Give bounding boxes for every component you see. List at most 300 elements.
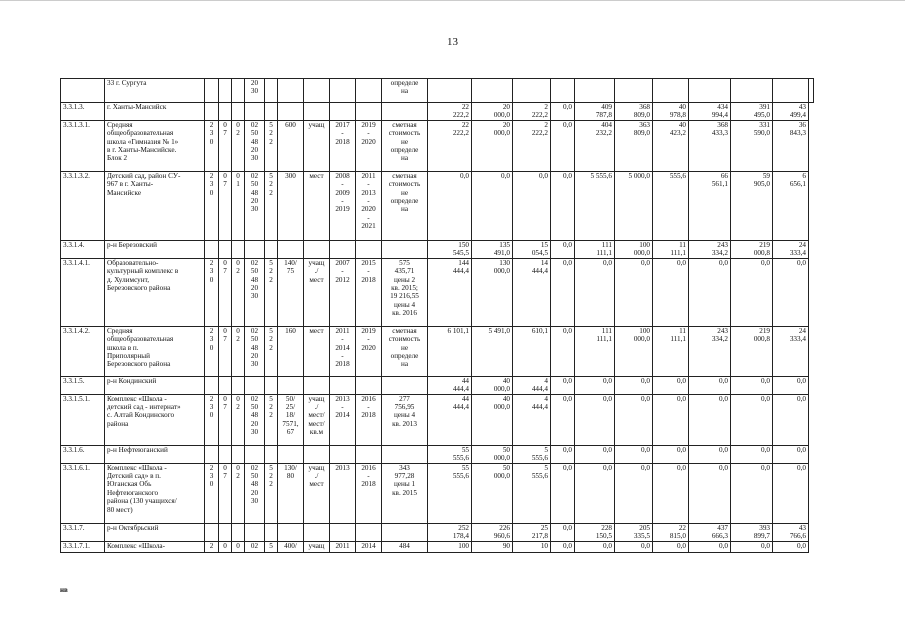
table-cell — [219, 103, 232, 121]
table-cell: 391 495,0 — [731, 103, 773, 121]
table-cell: 0,0 — [551, 376, 575, 394]
table-cell: 0,0 — [773, 376, 809, 394]
table-cell: 2 3 0 — [205, 394, 219, 445]
table-cell: 0,0 — [653, 258, 689, 326]
table-cell: 130/ 80 — [278, 463, 304, 523]
table-cell: 02 50 48 20 30 — [245, 120, 265, 171]
table-row — [61, 376, 814, 394]
table-cell: 555,6 — [653, 171, 689, 240]
table-cell: 0,0 — [472, 171, 513, 240]
table-cell: 0,0 — [731, 463, 773, 523]
table-cell — [551, 79, 575, 103]
table-cell — [356, 445, 382, 463]
table-cell: 343 977,28 цены 1 кв. 2015 — [382, 463, 428, 523]
table-cell — [219, 240, 232, 258]
table-cell — [232, 523, 245, 541]
table-cell — [356, 240, 382, 258]
table-cell: 2015 - 2018 — [356, 258, 382, 326]
table-cell: 59 905,0 — [731, 171, 773, 240]
table-cell: 0,0 — [653, 394, 689, 445]
table-cell: 0,0 — [575, 541, 615, 552]
table-cell: 111 111,1 — [575, 240, 615, 258]
table-cell: 0,0 — [773, 445, 809, 463]
table-cell: 2 222,2 — [513, 120, 551, 171]
table-cell: 2019 - 2020 — [356, 120, 382, 171]
table-cell — [232, 376, 245, 394]
table-cell: 02 50 48 20 30 — [245, 258, 265, 326]
table-cell — [278, 103, 304, 121]
table-cell — [304, 79, 330, 103]
object-name-cell: г. Ханты-Мансийск — [105, 103, 205, 121]
table-cell: 2 3 0 — [205, 171, 219, 240]
table-cell: 0,0 — [513, 171, 551, 240]
table-cell: 02 50 48 20 30 — [245, 463, 265, 523]
table-cell: 36 843,3 — [773, 120, 809, 171]
table-cell: 44 444,4 — [428, 394, 472, 445]
row-code-cell: 3.3.1.7.1. — [61, 541, 105, 552]
table-cell — [265, 376, 278, 394]
table-cell — [219, 376, 232, 394]
table-cell: 219 000,8 — [731, 240, 773, 258]
table-cell — [356, 103, 382, 121]
table-cell: определе на — [382, 79, 428, 103]
table-cell — [245, 376, 265, 394]
table-cell: 393 899,7 — [731, 523, 773, 541]
table-row — [61, 171, 814, 240]
table-cell — [205, 523, 219, 541]
table-cell: 144 444,4 — [428, 258, 472, 326]
table-cell: мест — [304, 171, 330, 240]
table-cell: 0,0 — [551, 103, 575, 121]
row-code-cell: 3.3.1.7. — [61, 523, 105, 541]
table-cell: 0,0 — [773, 463, 809, 523]
table-cell: 0,0 — [615, 394, 653, 445]
table-cell: 0,0 — [551, 541, 575, 552]
table-cell: 0,0 — [773, 541, 809, 552]
table-cell — [382, 523, 428, 541]
table-cell: 0,0 — [615, 376, 653, 394]
row-code-cell: 3.3.1.6.1. — [61, 463, 105, 523]
table-cell: 2 3 0 — [205, 326, 219, 376]
row-code-cell: 3.3.1.3. — [61, 103, 105, 121]
table-cell: 0,0 — [551, 171, 575, 240]
object-name-cell: р-н Октябрьский — [105, 523, 205, 541]
table-cell: 2 3 0 — [205, 463, 219, 523]
table-cell: 5 2 2 — [265, 394, 278, 445]
table-cell: 43 766,6 — [773, 523, 809, 541]
table-cell — [382, 103, 428, 121]
object-name-cell: Комплекс «Школа - Детский сад» в п. Юганская Обь Нефтеюганского района (130 учащихся/ 80 мест) — [105, 463, 205, 523]
table-cell — [265, 79, 278, 103]
table-cell: 40 000,0 — [472, 394, 513, 445]
table-cell: 368 433,3 — [689, 120, 731, 171]
table-cell: 02 50 48 20 30 — [245, 171, 265, 240]
row-code-cell — [61, 79, 105, 103]
table-cell: 24 333,4 — [773, 326, 809, 376]
table-cell: 0 7 — [219, 394, 232, 445]
table-cell — [731, 79, 773, 103]
table-cell — [205, 240, 219, 258]
table-cell: 15 054,5 — [513, 240, 551, 258]
table-cell: 50/ 25/ 18/ 7571, 67 — [278, 394, 304, 445]
row-code-cell: 3.3.1.4.1. — [61, 258, 105, 326]
table-cell: 2014 — [356, 541, 382, 552]
table-cell: 277 756,95 цены 4 кв. 2013 — [382, 394, 428, 445]
table-cell: 0,0 — [575, 394, 615, 445]
table-cell — [689, 79, 731, 103]
table-cell: 02 50 48 20 30 — [245, 394, 265, 445]
table-cell — [773, 79, 809, 103]
table-cell: 0 7 — [219, 463, 232, 523]
table-cell — [356, 376, 382, 394]
row-code-cell: 3.3.1.3.2. — [61, 171, 105, 240]
table-cell — [205, 103, 219, 121]
table-cell: 0,0 — [551, 394, 575, 445]
table-cell: 0,0 — [615, 463, 653, 523]
object-name-cell: р-н Березовский — [105, 240, 205, 258]
table-cell: 252 178,4 — [428, 523, 472, 541]
table-cell: 10 — [513, 541, 551, 552]
table-cell — [219, 79, 232, 103]
table-cell: 5 2 2 — [265, 120, 278, 171]
table-cell — [245, 523, 265, 541]
table-cell: 0,0 — [731, 376, 773, 394]
table-cell: 5 2 2 — [265, 326, 278, 376]
table-cell: 2 3 0 — [205, 258, 219, 326]
table-cell — [382, 376, 428, 394]
table-cell — [245, 445, 265, 463]
table-cell — [278, 376, 304, 394]
table-cell: 2017 - 2018 — [330, 120, 356, 171]
page-number: 13 — [447, 36, 458, 48]
table-cell — [330, 445, 356, 463]
table-cell: 0,0 — [575, 258, 615, 326]
table-row — [61, 541, 814, 552]
table-cell — [304, 376, 330, 394]
table-cell: 0 2 — [232, 463, 245, 523]
table-cell: 0,0 — [575, 445, 615, 463]
table-cell: 243 334,2 — [689, 326, 731, 376]
table-cell — [330, 240, 356, 258]
table-cell: 363 809,0 — [615, 120, 653, 171]
table-cell: 140/ 75 — [278, 258, 304, 326]
table-cell: 2016 - 2018 — [356, 394, 382, 445]
table-cell: 160 — [278, 326, 304, 376]
table-cell: 5 — [265, 541, 278, 552]
table-cell: 40 423,2 — [653, 120, 689, 171]
object-name-cell: Средняя общеобразовательная школа в п. Приполярный Березовского района — [105, 326, 205, 376]
table-cell: 5 000,0 — [615, 171, 653, 240]
table-cell: 50 000,0 — [472, 463, 513, 523]
table-cell: 150 545,5 — [428, 240, 472, 258]
table-cell: 2019 - 2020 — [356, 326, 382, 376]
row-code-cell: 3.3.1.5. — [61, 376, 105, 394]
table-cell: 2011 - 2013 - 2020 - 2021 — [356, 171, 382, 240]
table-cell: 11 111,1 — [653, 240, 689, 258]
table-cell — [232, 79, 245, 103]
row-code-cell: 3.3.1.5.1. — [61, 394, 105, 445]
table-cell: 0,0 — [575, 463, 615, 523]
table-cell: 100 — [428, 541, 472, 552]
table-cell: 0,0 — [551, 445, 575, 463]
table-cell: 50 000,0 — [472, 445, 513, 463]
table-row — [61, 103, 814, 121]
table-cell: 5 555,6 — [513, 445, 551, 463]
table-cell: 0,0 — [689, 445, 731, 463]
table-cell: 0,0 — [551, 463, 575, 523]
table-cell: 66 561,1 — [689, 171, 731, 240]
object-name-cell: р-н Нефтеюганский — [105, 445, 205, 463]
table-cell: 135 491,0 — [472, 240, 513, 258]
budget-table — [60, 78, 814, 553]
table-cell: сметная стоимость не определе на — [382, 326, 428, 376]
table-cell: мест — [304, 326, 330, 376]
table-cell — [245, 103, 265, 121]
table-cell: 0 7 — [219, 171, 232, 240]
table-cell: 219 000,8 — [731, 326, 773, 376]
table-cell: 0 2 — [232, 258, 245, 326]
table-cell — [232, 240, 245, 258]
table-cell: 2013 - 2014 — [330, 394, 356, 445]
table-row — [61, 240, 814, 258]
table-cell: 4 444,4 — [513, 394, 551, 445]
table-row — [61, 326, 814, 376]
table-cell — [809, 79, 814, 103]
table-cell: 2011 - 2014 - 2018 — [330, 326, 356, 376]
table-cell: 0,0 — [689, 541, 731, 552]
table-cell: 2 — [205, 541, 219, 552]
table-cell: учащ ./ мест/ мест/ кв.м — [304, 394, 330, 445]
table-cell: 55 555,6 — [428, 463, 472, 523]
object-name-cell: 33 г. Сургута — [105, 79, 205, 103]
table-cell: 0,0 — [731, 394, 773, 445]
table-cell: 409 787,8 — [575, 103, 615, 121]
table-cell: 0,0 — [551, 326, 575, 376]
row-code-cell: 3.3.1.6. — [61, 445, 105, 463]
table-cell: 300 — [278, 171, 304, 240]
row-code-cell: 3.3.1.4. — [61, 240, 105, 258]
table-cell — [265, 240, 278, 258]
table-cell — [653, 79, 689, 103]
table-cell: 4 444,4 — [513, 376, 551, 394]
table-cell: 0,0 — [653, 463, 689, 523]
table-cell: 43 499,4 — [773, 103, 809, 121]
table-cell: 0,0 — [689, 394, 731, 445]
table-cell: 0,0 — [653, 376, 689, 394]
table-cell: 20 000,0 — [472, 120, 513, 171]
table-cell — [205, 376, 219, 394]
table-cell: 130 000,0 — [472, 258, 513, 326]
row-code-cell: 3.3.1.4.2. — [61, 326, 105, 376]
table-cell: 0,0 — [551, 120, 575, 171]
table-cell: 0,0 — [615, 258, 653, 326]
table-cell: 0,0 — [551, 258, 575, 326]
table-cell: 5 555,6 — [513, 463, 551, 523]
table-cell: 0,0 — [551, 240, 575, 258]
table-cell — [382, 445, 428, 463]
table-cell: 0 2 — [232, 120, 245, 171]
table-cell: 2 3 0 — [205, 120, 219, 171]
table-cell — [330, 103, 356, 121]
table-cell — [219, 445, 232, 463]
table-cell: 6 101,1 — [428, 326, 472, 376]
table-cell — [265, 445, 278, 463]
table-cell: 0,0 — [615, 445, 653, 463]
table-cell: 0 — [219, 541, 232, 552]
table-cell: 0 — [232, 541, 245, 552]
table-cell: 5 2 2 — [265, 258, 278, 326]
table-cell: 5 555,6 — [575, 171, 615, 240]
table-cell: 5 2 2 — [265, 463, 278, 523]
table-cell — [428, 79, 472, 103]
table-cell: 434 994,4 — [689, 103, 731, 121]
table-cell: 437 666,3 — [689, 523, 731, 541]
table-cell: 0 1 — [232, 171, 245, 240]
table-cell: 20 30 — [245, 79, 265, 103]
table-cell: 90 — [472, 541, 513, 552]
table-cell: 0 7 — [219, 326, 232, 376]
table-cell — [205, 445, 219, 463]
table-cell — [304, 240, 330, 258]
table-cell — [304, 103, 330, 121]
table-cell: 100 000,0 — [615, 326, 653, 376]
table-cell: 2008 - 2009 - 2019 — [330, 171, 356, 240]
table-cell — [356, 523, 382, 541]
object-name-cell: Комплекс «Школа- — [105, 541, 205, 552]
table-cell: 111 111,1 — [575, 326, 615, 376]
table-cell: 331 590,0 — [731, 120, 773, 171]
object-name-cell: Образовательно- культурный комплекс в д. Хулимсунт, Березовского района — [105, 258, 205, 326]
table-cell: 0,0 — [653, 445, 689, 463]
table-cell: 368 809,0 — [615, 103, 653, 121]
object-name-cell: Комплекс «Школа - детский сад - интернат» с. Алтай Кондинского района — [105, 394, 205, 445]
table-row — [61, 120, 814, 171]
table-cell: 2007 - 2012 — [330, 258, 356, 326]
table-cell — [265, 523, 278, 541]
table-cell: учащ ./ мест — [304, 463, 330, 523]
table-cell: 400/ — [278, 541, 304, 552]
table-cell: 205 335,5 — [615, 523, 653, 541]
table-cell: 0,0 — [689, 463, 731, 523]
table-cell — [265, 103, 278, 121]
table-cell — [356, 79, 382, 103]
table-cell: 40 978,8 — [653, 103, 689, 121]
table-cell — [278, 445, 304, 463]
table-cell: 484 — [382, 541, 428, 552]
table-cell — [304, 523, 330, 541]
table-cell: 404 232,2 — [575, 120, 615, 171]
row-code-cell: 3.3.1.3.1. — [61, 120, 105, 171]
table-cell: 0 7 — [219, 258, 232, 326]
table-cell: 6 656,1 — [773, 171, 809, 240]
object-name-cell: р-н Кондинский — [105, 376, 205, 394]
table-row — [61, 394, 814, 445]
table-cell: 44 444,4 — [428, 376, 472, 394]
table-cell: 0 2 — [232, 326, 245, 376]
table-cell: 22 222,2 — [428, 120, 472, 171]
table-cell — [245, 240, 265, 258]
table-cell: 0 2 — [232, 394, 245, 445]
table-cell: 40 000,0 — [472, 376, 513, 394]
table-cell — [232, 445, 245, 463]
table-cell: 5 491,0 — [472, 326, 513, 376]
table-cell: 0,0 — [731, 445, 773, 463]
table-cell: сметная стоимость не определе на — [382, 171, 428, 240]
table-row — [61, 258, 814, 326]
table-cell — [219, 523, 232, 541]
table-cell: 575 435,71 цены 2 кв. 2015; 19 216,55 цены 4 кв. 2016 — [382, 258, 428, 326]
table-row — [61, 523, 814, 541]
table-cell: учащ ./ мест — [304, 258, 330, 326]
table-cell: 24 333,4 — [773, 240, 809, 258]
table-cell: сметная стоимость не определе на — [382, 120, 428, 171]
table-cell: 25 217,8 — [513, 523, 551, 541]
table-cell: 2011 — [330, 541, 356, 552]
table-cell — [615, 79, 653, 103]
table-cell: учащ — [304, 120, 330, 171]
table-cell: 0,0 — [773, 394, 809, 445]
table-cell: 02 — [245, 541, 265, 552]
table-cell: 0,0 — [731, 541, 773, 552]
table-cell: 55 555,6 — [428, 445, 472, 463]
object-name-cell: Детский сад, район СУ- 967 в г. Ханты- Мансийске — [105, 171, 205, 240]
table-cell: 228 150,5 — [575, 523, 615, 541]
table-cell: 243 334,2 — [689, 240, 731, 258]
table-cell: 0,0 — [575, 376, 615, 394]
table-cell: 0,0 — [689, 258, 731, 326]
table-cell: 2013 — [330, 463, 356, 523]
table-cell: 0,0 — [773, 258, 809, 326]
table-cell — [330, 523, 356, 541]
table-cell — [278, 79, 304, 103]
table-row — [61, 79, 814, 103]
table-cell: 0 7 — [219, 120, 232, 171]
table-cell: учащ — [304, 541, 330, 552]
table-cell: 20 000,0 — [472, 103, 513, 121]
table-cell — [472, 79, 513, 103]
table-cell — [278, 523, 304, 541]
table-row — [61, 445, 814, 463]
table-cell: 22 815,0 — [653, 523, 689, 541]
table-cell — [205, 79, 219, 103]
table-cell: 0,0 — [551, 523, 575, 541]
table-cell — [513, 79, 551, 103]
table-cell: 0,0 — [653, 541, 689, 552]
table-cell: 100 000,0 — [615, 240, 653, 258]
table-cell: 11 111,1 — [653, 326, 689, 376]
table-cell: 610,1 — [513, 326, 551, 376]
table-cell — [278, 240, 304, 258]
table-cell: 5 2 2 — [265, 171, 278, 240]
table-cell: 14 444,4 — [513, 258, 551, 326]
table-cell — [330, 79, 356, 103]
scan-top-edge — [0, 0, 905, 4]
table-cell — [575, 79, 615, 103]
table-cell: 2 222,2 — [513, 103, 551, 121]
object-name-cell: Средняя общеобразовательная школа «Гимназия № 1» в г. Ханты-Мансийске. Блок 2 — [105, 120, 205, 171]
table-cell — [304, 445, 330, 463]
table-cell: 2016 - 2018 — [356, 463, 382, 523]
table-cell: 0,0 — [615, 541, 653, 552]
table-cell: 0,0 — [428, 171, 472, 240]
table-cell — [382, 240, 428, 258]
footer-mark: нв — [60, 586, 68, 594]
table-cell — [232, 103, 245, 121]
table-cell — [330, 376, 356, 394]
table-cell: 0,0 — [731, 258, 773, 326]
table-cell: 600 — [278, 120, 304, 171]
table-cell: 22 222,2 — [428, 103, 472, 121]
